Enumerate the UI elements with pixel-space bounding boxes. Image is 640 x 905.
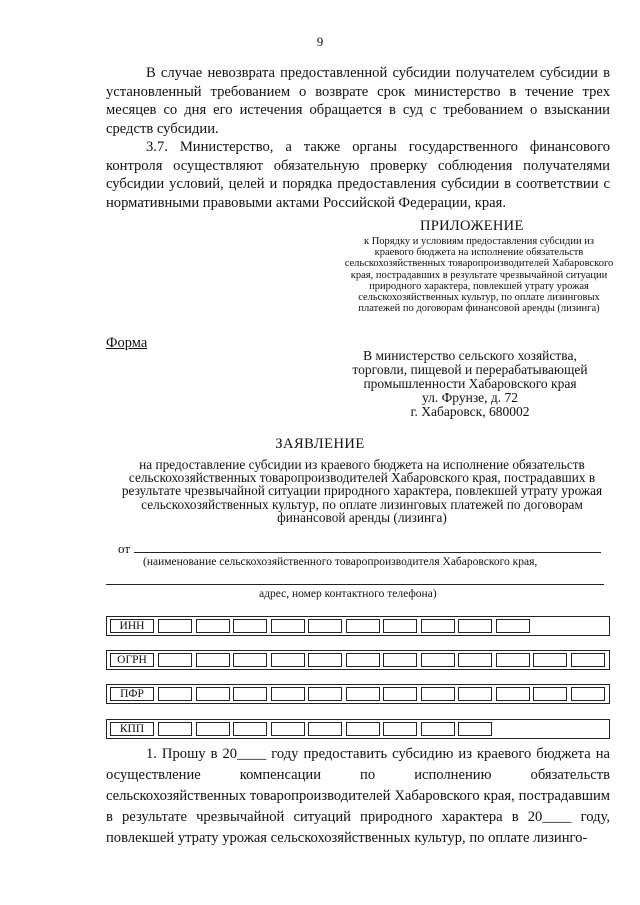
code-cell[interactable] [158,722,192,736]
code-cell[interactable] [308,653,342,667]
code-cell[interactable] [196,687,230,701]
code-cell[interactable] [458,687,492,701]
code-cell[interactable] [496,619,530,633]
code-cell[interactable] [308,722,342,736]
code-cell[interactable] [571,687,605,701]
top-paragraphs [106,64,610,212]
applicant-address-line[interactable] [106,584,604,585]
addressee-block [330,349,610,419]
addressee-line: промышленности Хабаровского края [363,376,577,391]
code-cell[interactable] [271,722,305,736]
code-cell[interactable] [346,722,380,736]
paragraph-1: 1. Прошу в 20____ году предоставить субсидию из краевого бюджета на осуществление компенсации по исполнению обязательств сельскохозяйственных товаропроизводителей Хабаровского края, пострадавшим в результате чрезвычайной ситуаций природного характера в 20____ году, повлекшей утрату урожая сельскохозяйственных культур, по оплате лизинго- [106,746,610,846]
code-cell[interactable] [158,653,192,667]
code-cell[interactable] [346,653,380,667]
code-cell[interactable] [421,687,455,701]
pfr-label: ПФР [110,687,154,701]
code-cell[interactable] [421,653,455,667]
code-cell[interactable] [533,687,567,701]
code-cell[interactable] [421,619,455,633]
kpp-row [106,719,610,739]
inn-label: ИНН [110,619,154,633]
code-cell[interactable] [196,722,230,736]
code-cell[interactable] [383,687,417,701]
code-cell[interactable] [383,619,417,633]
code-cell[interactable] [458,653,492,667]
ogrn-row [106,650,610,670]
form-label: Форма [106,335,148,351]
code-cell[interactable] [308,619,342,633]
code-cell[interactable] [458,722,492,736]
from-label: от [118,541,131,556]
code-cell[interactable] [196,653,230,667]
pfr-row [106,684,610,704]
addressee-line: торговли, пищевой и перерабатывающей [352,362,588,377]
applicant-name-line[interactable] [134,552,601,553]
code-cell[interactable] [346,687,380,701]
hint-applicant-name: (наименование сельскохозяйственного товаропроизводителя Хабаровского края, [143,556,538,568]
code-cell[interactable] [421,722,455,736]
code-cell[interactable] [383,722,417,736]
code-cell[interactable] [571,653,605,667]
code-cell[interactable] [271,653,305,667]
statement-title: ЗАЯВЛЕНИЕ [275,436,365,452]
code-cell[interactable] [233,722,267,736]
code-cell[interactable] [271,687,305,701]
code-cell[interactable] [496,653,530,667]
code-cell[interactable] [308,687,342,701]
statement-subtitle: на предоставление субсидии из краевого бюджета на исполнение обязательств сельскохозяйственных товаропроизводителей Хабаровского края, пострадавших в результате чрезвычайной ситуации природного характера, повлекшей утрату урожая сельскохозяйственных культур, по оплате лизинговых платежей по договорам финансовой аренды (лизинга) [121,457,603,525]
code-cell[interactable] [383,653,417,667]
code-cell[interactable] [533,653,567,667]
code-cell[interactable] [271,619,305,633]
code-cell[interactable] [346,619,380,633]
request-paragraph [106,744,610,849]
hint-address-phone: адрес, номер контактного телефона) [259,588,437,600]
code-cell[interactable] [158,687,192,701]
paragraph-3-7: 3.7. Министерство, а также органы государственного финансового контроля осуществляют обязательную проверку соблюдения получателями субсидии условий, целей и порядка предоставления субсидии в соответствии с нормативными правовыми актами Российской Федерации, края. [106,139,610,211]
page-number: 9 [316,34,324,49]
appendix-title: ПРИЛОЖЕНИЕ [420,218,524,234]
inn-row [106,616,610,636]
addressee-line: ул. Фрунзе, д. 72 [421,390,519,405]
code-cell[interactable] [458,619,492,633]
code-cell[interactable] [196,619,230,633]
addressee-line: В министерство сельского хозяйства, [363,348,577,363]
paragraph-return-subsidy: В случае невозврата предоставленной субсидии получателем субсидии в установленный требованием о возврате срок министерство в течение трех месяцев со дня его истечения обращается в суд с требованием о взыскании средств субсидии. [106,65,610,137]
code-cell[interactable] [158,619,192,633]
code-cell[interactable] [233,687,267,701]
code-cell[interactable] [233,619,267,633]
addressee-line: г. Хабаровск, 680002 [410,404,530,419]
code-cell[interactable] [496,687,530,701]
code-cell[interactable] [233,653,267,667]
appendix-subtitle: к Порядку и условиям предоставления субсидии из краевого бюджета на исполнение обязательств сельскохозяйственных товаропроизводителей Хабаровского края, пострадавших в результате чрезвычайной ситуации природного характера, повлекшей утрату урожая сельскохозяйственных культур, по оплате лизинговых платежей по договорам финансовой аренды (лизинга) [344,236,614,315]
kpp-label: КПП [110,722,154,736]
ogrn-label: ОГРН [110,653,154,667]
